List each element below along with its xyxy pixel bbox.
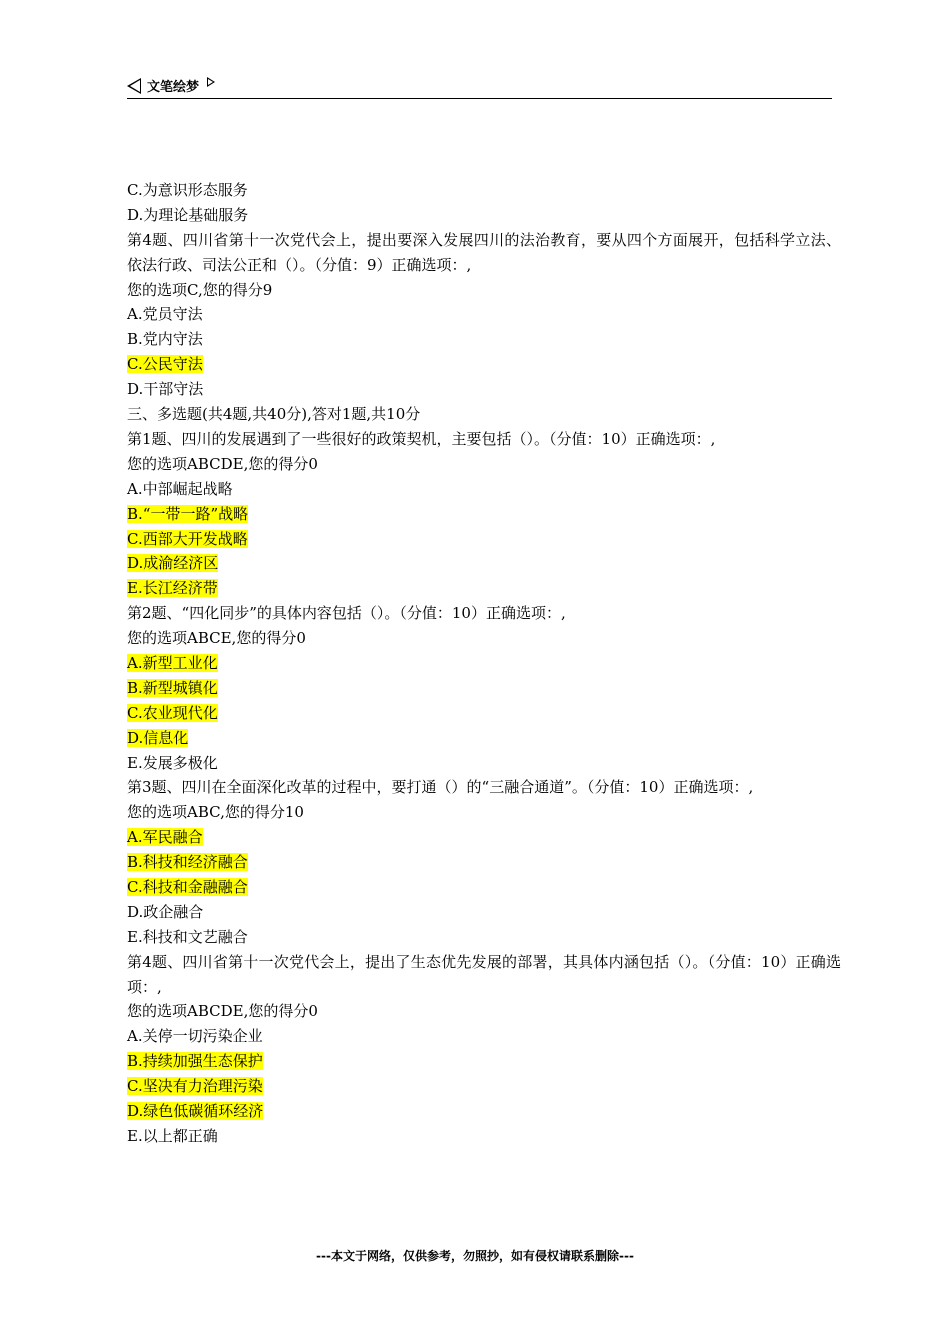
text-line bbox=[127, 775, 841, 800]
line-text: A.关停一切污染企业 bbox=[127, 1027, 263, 1046]
text-line bbox=[127, 999, 841, 1024]
highlighted-answer: D.绿色低碳循环经济 bbox=[127, 1102, 264, 1121]
text-line bbox=[127, 377, 841, 402]
text-line bbox=[127, 825, 841, 850]
highlighted-answer: A.新型工业化 bbox=[127, 653, 218, 672]
highlighted-answer: D.信息化 bbox=[127, 728, 189, 747]
highlighted-answer: B.新型城镇化 bbox=[127, 678, 218, 697]
text-line bbox=[127, 1099, 841, 1124]
page-footer: ---本文于网络，仅供参考，勿照抄，如有侵权请联系删除--- bbox=[316, 1249, 634, 1263]
text-line bbox=[127, 477, 841, 502]
line-text: B.党内守法 bbox=[127, 330, 203, 349]
line-text: 您的选项ABCDE,您的得分0 bbox=[127, 454, 318, 473]
header-brand bbox=[127, 76, 215, 95]
line-text: 您的选项C,您的得分9 bbox=[127, 280, 273, 299]
text-line bbox=[127, 427, 841, 452]
text-line bbox=[127, 726, 841, 751]
triangle-left-icon bbox=[127, 78, 141, 94]
text-line bbox=[127, 701, 841, 726]
text-line bbox=[127, 502, 841, 527]
text-line bbox=[127, 651, 841, 676]
text-line bbox=[127, 327, 841, 352]
highlighted-answer: C.坚决有力治理污染 bbox=[127, 1077, 263, 1096]
line-text: 第3题、四川在全面深化改革的过程中，要打通（）的“三融合通道”。（分值：10）正确选项：, bbox=[127, 778, 754, 797]
line-text: D.干部守法 bbox=[127, 380, 204, 399]
text-line bbox=[127, 925, 841, 950]
text-line bbox=[127, 452, 841, 477]
text-line bbox=[127, 302, 841, 327]
document-body bbox=[127, 178, 841, 1149]
line-text: E.发展多极化 bbox=[127, 753, 218, 772]
triangle-right-icon bbox=[207, 77, 215, 87]
text-line bbox=[127, 402, 841, 427]
line-text: 第1题、四川的发展遇到了一些很好的政策契机，主要包括（）。（分值：10）正确选项：, bbox=[127, 429, 716, 448]
line-text: E.科技和文艺融合 bbox=[127, 927, 248, 946]
highlighted-answer: D.成渝经济区 bbox=[127, 554, 219, 573]
text-line bbox=[127, 527, 841, 552]
line-text: 第2题、“四化同步”的具体内容包括（）。（分值：10）正确选项：, bbox=[127, 604, 566, 623]
line-text: 第4题、四川省第十一次党代会上，提出要深入发展四川的法治教育，要从四个方面展开，包括科学立法、依法行政、司法公正和（）。（分值：9）正确选项：, bbox=[127, 230, 841, 274]
text-line bbox=[127, 900, 841, 925]
text-line bbox=[127, 800, 841, 825]
highlighted-answer: E.长江经济带 bbox=[127, 579, 218, 598]
brand-text: 文笔绘梦 bbox=[147, 80, 200, 95]
highlighted-answer: B.“一带一路”战略 bbox=[127, 504, 249, 523]
text-line bbox=[127, 203, 841, 228]
text-line bbox=[127, 1074, 841, 1099]
line-text: 三、多选题(共4题,共40分),答对1题,共10分 bbox=[127, 405, 421, 424]
line-text: A.党员守法 bbox=[127, 305, 203, 324]
text-line bbox=[127, 850, 841, 875]
text-line bbox=[127, 601, 841, 626]
text-line bbox=[127, 1049, 841, 1074]
text-line bbox=[127, 751, 841, 776]
text-line bbox=[127, 178, 841, 203]
line-text: C.为意识形态服务 bbox=[127, 181, 248, 199]
text-line bbox=[127, 875, 841, 900]
page-header bbox=[127, 74, 832, 99]
highlighted-answer: B.科技和经济融合 bbox=[127, 853, 248, 872]
highlighted-answer: C.科技和金融融合 bbox=[127, 877, 248, 896]
line-text: D.政企融合 bbox=[127, 902, 204, 921]
line-text: D.为理论基础服务 bbox=[127, 205, 249, 224]
text-line bbox=[127, 1024, 841, 1049]
text-line bbox=[127, 352, 841, 377]
highlighted-answer: C.农业现代化 bbox=[127, 703, 218, 722]
line-text: E.以上都正确 bbox=[127, 1126, 218, 1145]
text-line bbox=[127, 576, 841, 601]
highlighted-answer: A.军民融合 bbox=[127, 828, 203, 847]
highlighted-answer: B.持续加强生态保护 bbox=[127, 1052, 263, 1071]
text-line bbox=[127, 1124, 841, 1149]
text-line bbox=[127, 278, 841, 303]
line-text: 第4题、四川省第十一次党代会上，提出了生态优先发展的部署，其具体内涵包括（）。（分值：10）正确选项：, bbox=[127, 952, 841, 996]
text-line bbox=[127, 551, 841, 576]
text-line bbox=[127, 228, 841, 278]
text-line bbox=[127, 676, 841, 701]
text-line bbox=[127, 626, 841, 651]
line-text: 您的选项ABCDE,您的得分0 bbox=[127, 1002, 318, 1021]
highlighted-answer: C.公民守法 bbox=[127, 355, 203, 374]
line-text: 您的选项ABC,您的得分10 bbox=[127, 803, 304, 822]
line-text: 您的选项ABCE,您的得分0 bbox=[127, 629, 306, 648]
highlighted-answer: C.西部大开发战略 bbox=[127, 529, 248, 548]
text-line bbox=[127, 950, 841, 1000]
line-text: A.中部崛起战略 bbox=[127, 479, 233, 498]
